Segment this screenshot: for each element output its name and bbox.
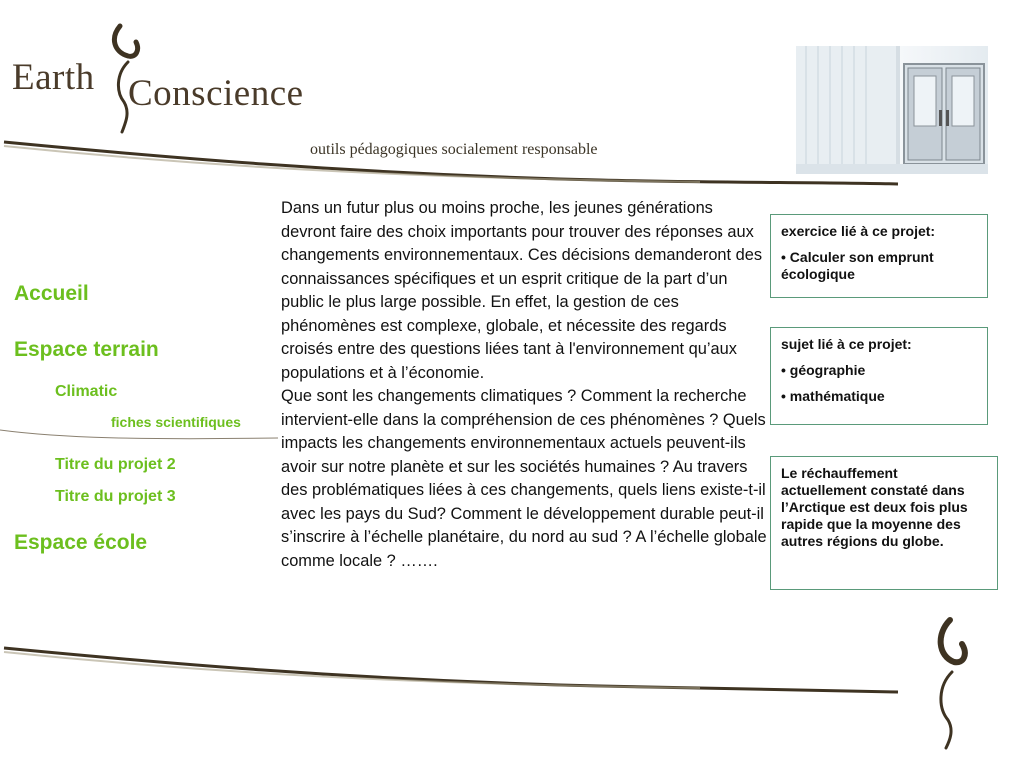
- swirl-decoration-icon: [920, 616, 980, 750]
- subject-link-mathematique[interactable]: • mathématique: [781, 388, 885, 404]
- intro-paragraph: Dans un futur plus ou moins proche, les jeunes générations devront faire des choix importants pour trouver des réponses aux changements environnementaux. Ces décisions demanderont des connaissances spécifiques et un esprit critique de la part d’un public le plus large possible. En effet, la gestion de ces phénomènes est complexe, globale, et nécessite des regards croisés entre des questions liées tant à l'environnement qu’aux populations et à l’économie.: [281, 199, 763, 382]
- decorative-swoosh-top: [0, 138, 900, 188]
- nav-climatic[interactable]: Climatic: [55, 383, 118, 400]
- fact-text: Le réchauffement actuellement constaté dans l’Arctique est deux fois plus rapide que la moyenne des autres régions du globe.: [781, 465, 968, 549]
- nav-titre-projet-2[interactable]: Titre du projet 2: [55, 456, 176, 473]
- tagline: outils pédagogiques socialement responsable: [310, 141, 598, 158]
- decorative-swoosh-bottom: [0, 640, 900, 700]
- nav-fiches-scientifiques[interactable]: fiches scientifiques: [111, 414, 241, 430]
- main-content: [281, 197, 771, 573]
- fact-box: [770, 456, 998, 590]
- nav-accueil[interactable]: Accueil: [14, 282, 89, 305]
- logo-text-earth: Earth: [12, 57, 95, 98]
- subject-link-geographie[interactable]: • géographie: [781, 362, 866, 378]
- subject-box-title: sujet lié à ce projet:: [781, 336, 912, 352]
- nav-espace-terrain[interactable]: Espace terrain: [14, 338, 159, 361]
- exercise-link-ecological-footprint[interactable]: • Calculer son emprunt écologique: [781, 249, 934, 282]
- earth-conscience-logo: [10, 22, 340, 137]
- questions-paragraph: Que sont les changements climatiques ? Comment la recherche intervient-elle dans la compréhension de ces phénomènes ? Quels impacts les changements environnementaux actuels peuvent-ils avoir sur notre planète et sur les sociétés humaines ? Au travers des problématiques liées à ces changements, quels liens existe-t-il avec les pays du Sud? Comment le développement durable peut-il s’inscrire à l’échelle planétaire, du nord au sud ? A l’échelle globale comme locale ? …….: [281, 387, 767, 570]
- subject-box: [770, 327, 988, 425]
- nav-titre-projet-3[interactable]: Titre du projet 3: [55, 488, 176, 505]
- nav-espace-ecole[interactable]: Espace école: [14, 531, 148, 554]
- logo-text-conscience: Conscience: [128, 73, 304, 114]
- exercise-box: [770, 214, 988, 298]
- exercise-box-title: exercice lié à ce projet:: [781, 223, 936, 239]
